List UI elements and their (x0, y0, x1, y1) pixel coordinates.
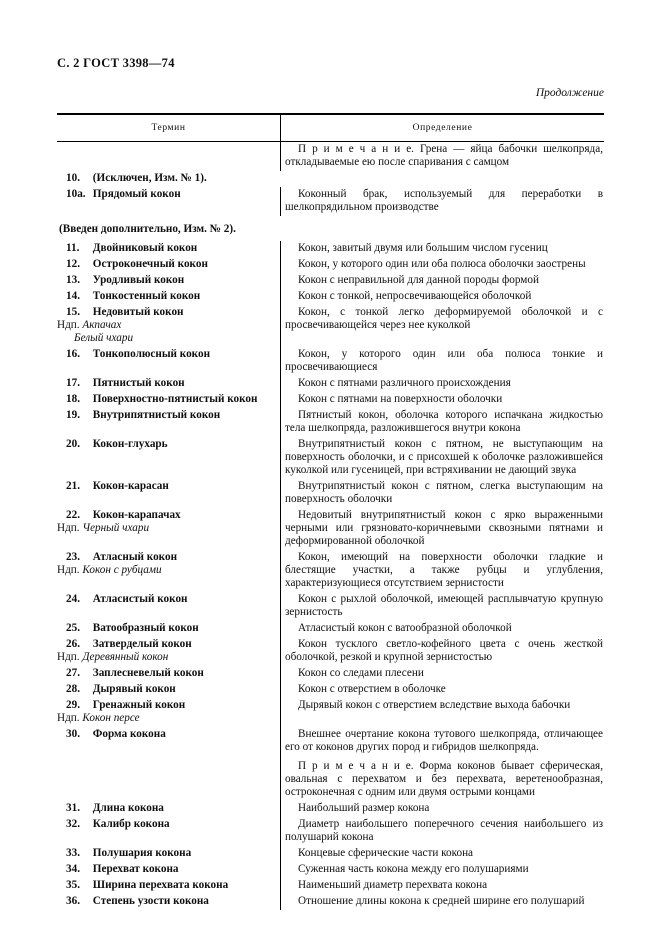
table-row (57, 878, 604, 894)
definition-paragraph: Кокон со следами плесени (298, 667, 424, 679)
term-number: 20. (66, 438, 80, 450)
table-row (57, 305, 604, 347)
term-text: Степень узости кокона (92, 895, 209, 907)
term-text: Атласистый кокон (92, 593, 188, 605)
term-text: Атласный кокон (92, 551, 178, 563)
definition-paragraph: Концевые сферические части кокона (298, 847, 474, 859)
term-number: 23. (66, 551, 80, 563)
term-text: Форма кокона (92, 728, 166, 740)
definition-cell (280, 727, 604, 801)
term-line (57, 879, 272, 892)
continuation-label: Продолжение (535, 87, 604, 99)
definition-paragraph: П р и м е ч а н и е. Грена — яйца бабочки шелкопряда, откладываемые ею после спаривания с самцом (285, 143, 603, 168)
term-cell (57, 817, 280, 846)
term-text: Калибр кокона (92, 818, 170, 830)
ndp-line (57, 522, 272, 535)
definition-paragraph: Суженная часть кокона между его полушариями (298, 863, 529, 875)
term-cell (57, 479, 280, 508)
term-text: Длина кокона (92, 802, 164, 814)
definition-paragraph: Кокон, имеющий на поверхности оболочки гладкие и блестящие участки, а также рубцы и углубления, характеризующиеся отсутствием зернистости (285, 551, 603, 589)
definition-cell (280, 508, 604, 550)
term-cell (57, 621, 280, 637)
definition-cell (280, 550, 604, 592)
term-number: 11. (66, 242, 80, 254)
page-header-label: С. 2 ГОСТ 3398—74 (57, 56, 175, 70)
table-row (57, 273, 604, 289)
definition-paragraph: Диаметр наибольшего поперечного сечения наибольшего из полушарий кокона (285, 818, 603, 843)
term-line (57, 802, 272, 815)
term-line (57, 274, 272, 287)
definition-cell (280, 666, 604, 682)
term-line (57, 258, 272, 271)
term-cell (57, 894, 280, 910)
definition-cell (280, 817, 604, 846)
definition-cell (280, 142, 604, 171)
term-number: 27. (66, 667, 80, 679)
term-line (57, 593, 272, 606)
table-row (57, 592, 604, 621)
term-cell (57, 592, 280, 621)
definition-cell (280, 479, 604, 508)
table-row (57, 347, 604, 376)
definition-cell (280, 289, 604, 305)
table-row (57, 682, 604, 698)
definition-paragraph: Кокон тусклого светло-кофейного цвета с очень жесткой оболочкой, резкой и крупной зернистостью (285, 638, 603, 663)
term-line (57, 818, 272, 831)
definition-cell (280, 241, 604, 257)
definition-paragraph: Недовитый внутрипятнистый кокон с ярко выраженными черными или грязновато-коричневыми сквозными пятнами и деформированной оболочкой (285, 509, 603, 547)
term-number: 30. (66, 728, 80, 740)
table-row (57, 508, 604, 550)
term-line (57, 172, 272, 185)
definition-cell (280, 187, 604, 216)
term-number: 19. (66, 409, 80, 421)
term-text: Кокон-карасан (92, 480, 169, 492)
term-number: 12. (66, 258, 80, 270)
definition-cell (280, 846, 604, 862)
definition-paragraph: П р и м е ч а н и е. Форма коконов бывает сферическая, овальная с перехватом и без перехвата, веретенообразная, остроконечная с одним или двумя острыми концами (285, 760, 603, 798)
definition-paragraph: Кокон, у которого один или оба полюса тонкие и просвечивающиеся (285, 348, 603, 373)
definition-paragraph: Отношение длины кокона к средней ширине его полушарий (298, 895, 585, 907)
definition-cell (280, 621, 604, 637)
ndp-name: Белый чхари (74, 332, 134, 344)
table-row (57, 801, 604, 817)
term-cell (57, 801, 280, 817)
term-cell (57, 222, 280, 238)
term-cell (57, 347, 280, 376)
definition-cell (280, 698, 604, 727)
term-line (57, 847, 272, 860)
table-row (57, 479, 604, 508)
term-number: 31. (66, 802, 80, 814)
table-row (57, 222, 604, 238)
term-text: Кокон-карапачах (92, 509, 181, 521)
table-row (57, 376, 604, 392)
term-line (57, 622, 272, 635)
term-line (57, 438, 272, 451)
definition-cell (280, 682, 604, 698)
term-text: (Исключен, Изм. № 1). (92, 172, 207, 184)
definition-cell (280, 376, 604, 392)
ndp-name: Черный чхари (82, 522, 150, 534)
term-text: Перехват кокона (92, 863, 179, 875)
term-text: Затверделый кокон (92, 638, 192, 650)
term-number: 28. (66, 683, 80, 695)
term-number: 33. (66, 847, 80, 859)
definition-paragraph: Кокон с пятнами на поверхности оболочки (298, 393, 503, 405)
term-line (57, 377, 272, 390)
term-text: Ватообразный кокон (92, 622, 199, 634)
term-number: 21. (66, 480, 80, 492)
term-text: Ширина перехвата кокона (92, 879, 229, 891)
definition-paragraph: Внутрипятнистый кокон с пятном, слегка выступающим на поверхность оболочки (285, 480, 603, 505)
definition-cell (280, 862, 604, 878)
term-number: 10. (66, 172, 80, 184)
term-line (57, 863, 272, 876)
table-row (57, 862, 604, 878)
table-row (57, 171, 604, 187)
definition-cell (280, 437, 604, 479)
table-row (57, 637, 604, 666)
ndp-name: Кокон персе (82, 712, 140, 724)
definition-paragraph: Коконный брак, используемый для переработки в шелкопрядильном производстве (285, 188, 603, 213)
term-line (57, 290, 272, 303)
definition-cell (280, 273, 604, 289)
definition-paragraph: Кокон с тонкой, непросвечивающейся оболочкой (298, 290, 532, 302)
definition-paragraph: Кокон с неправильной для данной породы формой (298, 274, 539, 286)
term-text: Остроконечный кокон (92, 258, 208, 270)
term-cell (57, 142, 280, 171)
term-cell (57, 305, 280, 347)
term-number: 29. (66, 699, 80, 711)
term-cell (57, 408, 280, 437)
table-row (57, 392, 604, 408)
table-row (57, 241, 604, 257)
term-text: Прядомый кокон (92, 188, 181, 200)
term-cell (57, 862, 280, 878)
table-row (57, 894, 604, 910)
table-row (57, 142, 604, 171)
table-row (57, 817, 604, 846)
term-cell (57, 437, 280, 479)
definition-paragraph: Пятнистый кокон, оболочка которого испачкана жидкостью тела шелкопряда, разложившегося внутри кокона (285, 409, 603, 434)
ndp-label: Ндп. (57, 564, 80, 576)
definition-cell (280, 801, 604, 817)
definition-paragraph: Кокон, у которого один или оба полюса оболочки заострены (298, 258, 586, 270)
table-header-row (57, 115, 604, 142)
term-cell (57, 682, 280, 698)
term-number: 35. (66, 879, 80, 891)
definition-cell (280, 637, 604, 666)
definition-paragraph: Кокон с пятнами различного происхождения (298, 377, 511, 389)
definition-cell (280, 257, 604, 273)
term-line (57, 728, 272, 741)
term-number: 10а. (66, 188, 86, 200)
term-line (57, 638, 272, 651)
term-text: Тонкостенный кокон (92, 290, 201, 302)
column-header-term: Термин (151, 123, 186, 133)
definition-paragraph: Кокон с отверстием в оболочке (298, 683, 446, 695)
term-text: Пятнистый кокон (92, 377, 185, 389)
term-cell (57, 878, 280, 894)
term-line (57, 393, 272, 406)
term-cell (57, 550, 280, 592)
term-cell (57, 637, 280, 666)
table-row (57, 698, 604, 727)
table-row (57, 257, 604, 273)
ndp-line (57, 712, 272, 725)
table-row (57, 289, 604, 305)
term-number: 34. (66, 863, 80, 875)
definition-cell (280, 222, 604, 238)
term-text: Дырявый кокон (92, 683, 176, 695)
term-number: 17. (66, 377, 80, 389)
term-cell (57, 187, 280, 216)
term-line (57, 188, 272, 201)
definition-cell (280, 392, 604, 408)
table-row (57, 727, 604, 801)
term-text: Заплесневелый кокон (92, 667, 204, 679)
ndp-label: Ндп. (57, 522, 80, 534)
definition-paragraph: Кокон, завитый двумя или большим числом гусениц (298, 242, 548, 254)
term-text: Поверхностно-пятнистый кокон (92, 393, 258, 405)
term-number: 26. (66, 638, 80, 650)
definition-cell (280, 171, 604, 187)
definition-cell (280, 592, 604, 621)
term-number: 24. (66, 593, 80, 605)
term-text: Двойниковый кокон (92, 242, 198, 254)
table-row (57, 846, 604, 862)
ndp-line (57, 651, 272, 664)
term-cell (57, 241, 280, 257)
term-line (57, 348, 272, 361)
term-cell (57, 392, 280, 408)
term-line (57, 683, 272, 696)
term-number: 15. (66, 306, 80, 318)
definition-cell (280, 347, 604, 376)
term-line (57, 409, 272, 422)
term-cell (57, 727, 280, 801)
term-line (57, 895, 272, 908)
terms-table (57, 113, 604, 910)
ndp-label: Ндп. (57, 319, 80, 331)
term-cell (57, 289, 280, 305)
table-row (57, 550, 604, 592)
ndp-line (57, 319, 272, 332)
definition-paragraph: Наименьший диаметр перехвата кокона (298, 879, 488, 891)
term-number: 36. (66, 895, 80, 907)
term-cell (57, 666, 280, 682)
definition-cell (280, 305, 604, 347)
table-row (57, 408, 604, 437)
term-cell (57, 171, 280, 187)
term-line (57, 699, 272, 712)
definition-paragraph: Дырявый кокон с отверстием вследствие выхода бабочки (298, 699, 571, 711)
term-line (57, 480, 272, 493)
definition-cell (280, 894, 604, 910)
term-number: 25. (66, 622, 80, 634)
definition-cell (280, 878, 604, 894)
term-text: Недовитый кокон (92, 306, 184, 318)
term-text: Тонкополюсный кокон (92, 348, 211, 360)
table-row (57, 437, 604, 479)
term-cell (57, 257, 280, 273)
ndp-name: Акпачах (82, 319, 122, 331)
term-cell (57, 273, 280, 289)
table-row (57, 621, 604, 637)
ndp-name: Деревянный кокон (82, 651, 169, 663)
definition-paragraph: Атласистый кокон с ватообразной оболочкой (298, 622, 512, 634)
term-number: 16. (66, 348, 80, 360)
term-cell (57, 698, 280, 727)
ndp-label: Ндп. (57, 651, 80, 663)
term-line (57, 667, 272, 680)
term-line (57, 551, 272, 564)
term-number: 13. (66, 274, 80, 286)
term-text: Внутрипятнистый кокон (92, 409, 221, 421)
term-text: Кокон-глухарь (92, 438, 168, 450)
term-number: 18. (66, 393, 80, 405)
ndp-line (57, 564, 272, 577)
term-text: Уродливый кокон (92, 274, 185, 286)
term-cell (57, 376, 280, 392)
definition-paragraph: Внешнее очертание кокона тутового шелкопряда, отличающее его от коконов других пород и гибридов шелкопряда. (285, 728, 603, 753)
definition-cell (280, 408, 604, 437)
column-header-definition: Определение (280, 115, 604, 141)
term-cell (57, 508, 280, 550)
definition-paragraph: Внутрипятнистый кокон с пятном, не выступающим на поверхность оболочки, и с присохшей к оболочке разложившейся куколкой или гусеницей, при встряхивании не дающий звука (285, 438, 603, 476)
term-number: 32. (66, 818, 80, 830)
term-cell (57, 846, 280, 862)
ndp-name: Кокон с рубцами (82, 564, 162, 576)
term-text: Полушария кокона (92, 847, 192, 859)
amendment-note: (Введен дополнительно, Изм. № 2). (59, 223, 236, 235)
term-line (57, 242, 272, 255)
term-text: Гренажный кокон (92, 699, 186, 711)
definition-paragraph: Кокон с рыхлой оболочкой, имеющей расплывчатую крупную зернистость (285, 593, 603, 618)
term-number: 14. (66, 290, 80, 302)
term-line (57, 509, 272, 522)
definition-paragraph: Кокон, с тонкой легко деформируемой оболочкой и с просвечивающейся через нее куколкой (285, 306, 603, 331)
definition-paragraph: Наибольший размер кокона (298, 802, 430, 814)
page-header (57, 56, 604, 71)
ndp-label: Ндп. (57, 712, 80, 724)
table-row (57, 666, 604, 682)
table-row (57, 187, 604, 216)
term-line (57, 306, 272, 319)
table-body (57, 142, 604, 910)
term-number: 22. (66, 509, 80, 521)
